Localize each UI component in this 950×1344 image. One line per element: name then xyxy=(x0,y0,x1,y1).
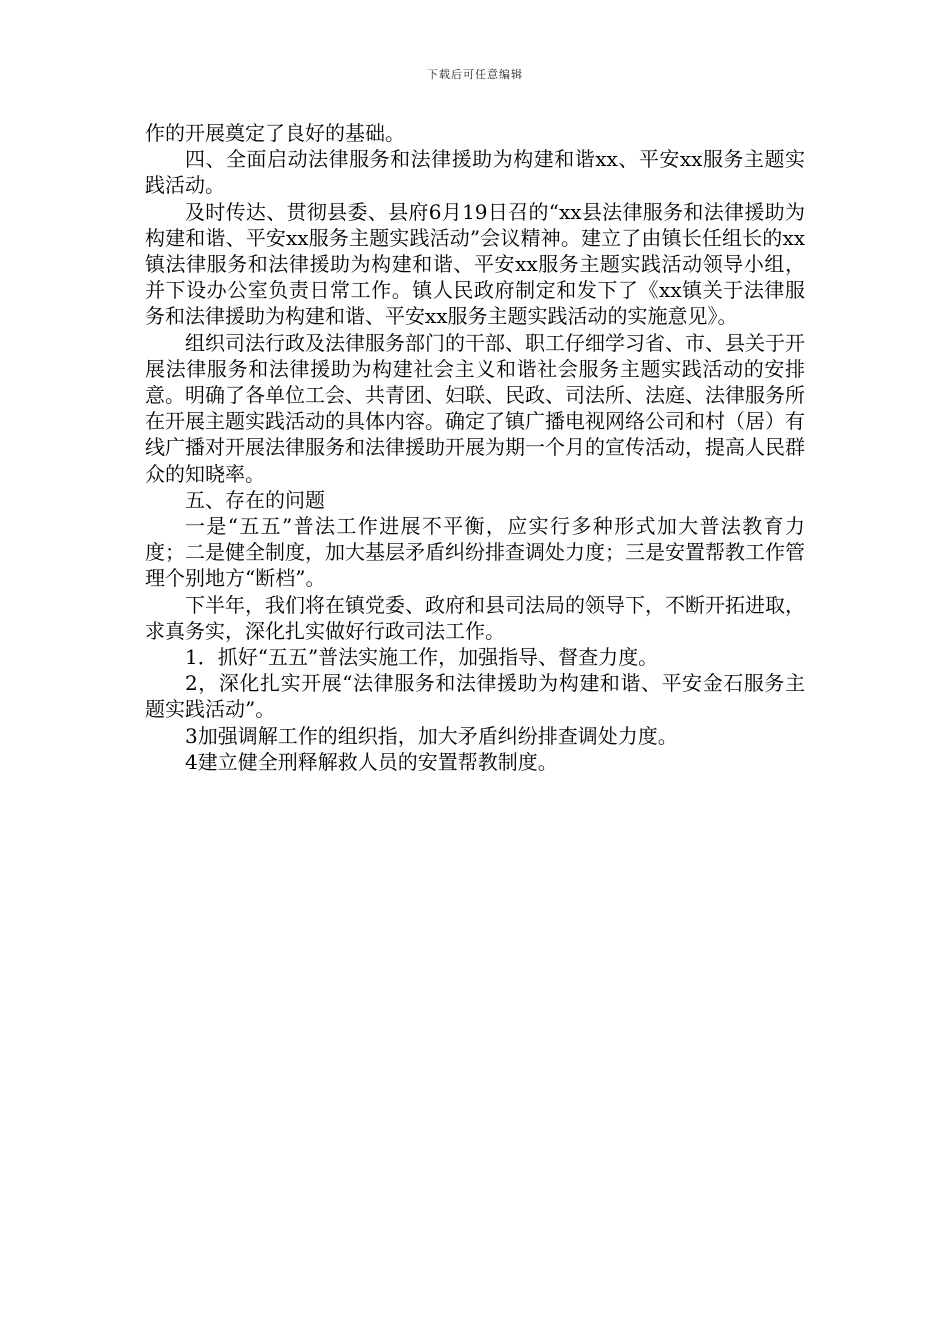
list-item-1: 1．抓好“五五”普法实施工作，加强指导、督查力度。 xyxy=(185,645,659,670)
paragraph-continuation: 作的开展奠定了良好的基础。 xyxy=(145,121,405,145)
paragraph-meeting: 及时传达、贯彻县委、县府6月19日召的“xx县法律服务和法律援助为构建和谐、平安xx服务主题实践活动”会议精神。建立了由镇长任组长的xx镇法律服务和法律援助为构建和谐、平安xx服务主题实践活动领导小组，并下设办公室负责日常工作。镇人民政府制定和发下了《xx镇关于法律服务和法律援助为构建和谐、平安xx服务主题实践活动的实施意见》。 xyxy=(145,199,805,329)
list-item-4: 4建立健全刑释解救人员的安置帮教制度。 xyxy=(185,749,558,774)
list-item-2: 2，深化扎实开展“法律服务和法律援助为构建和谐、平安金石服务主题实践活动”。 xyxy=(145,671,805,722)
paragraph-problems: 一是“五五”普法工作进展不平衡，应实行多种形式加大普法教育力度；二是健全制度，加大基层矛盾纠纷排查调处力度；三是安置帮教工作管理个别地方“断档”。 xyxy=(145,514,805,591)
list-item-3: 3加强调解工作的组织指，加大矛盾纠纷排查调处力度。 xyxy=(185,723,678,748)
paragraph-study: 组织司法行政及法律服务部门的干部、职工仔细学习省、市、县关于开展法律服务和法律援助为构建社会主义和谐社会服务主题实践活动的安排意。明确了各单位工会、共青团、妇联、民政、司法所、法庭、法律服务所在开展主题实践活动的具体内容。确定了镇广播电视网络公司和村（居）有线广播对开展法律服务和法律援助开展为期一个月的宣传活动，提高人民群众的知晓率。 xyxy=(145,330,805,486)
paragraph-plan: 下半年，我们将在镇党委、政府和县司法局的领导下，不断开拓进取，求真务实，深化扎实做好行政司法工作。 xyxy=(145,592,805,643)
page-header: 下载后可任意编辑 xyxy=(427,68,523,81)
section-heading-5: 五、存在的问题 xyxy=(185,487,325,512)
section-heading-4: 四、全面启动法律服务和法律援助为构建和谐xx、平安xx服务主题实践活动。 xyxy=(145,147,805,198)
document-body xyxy=(145,120,805,775)
